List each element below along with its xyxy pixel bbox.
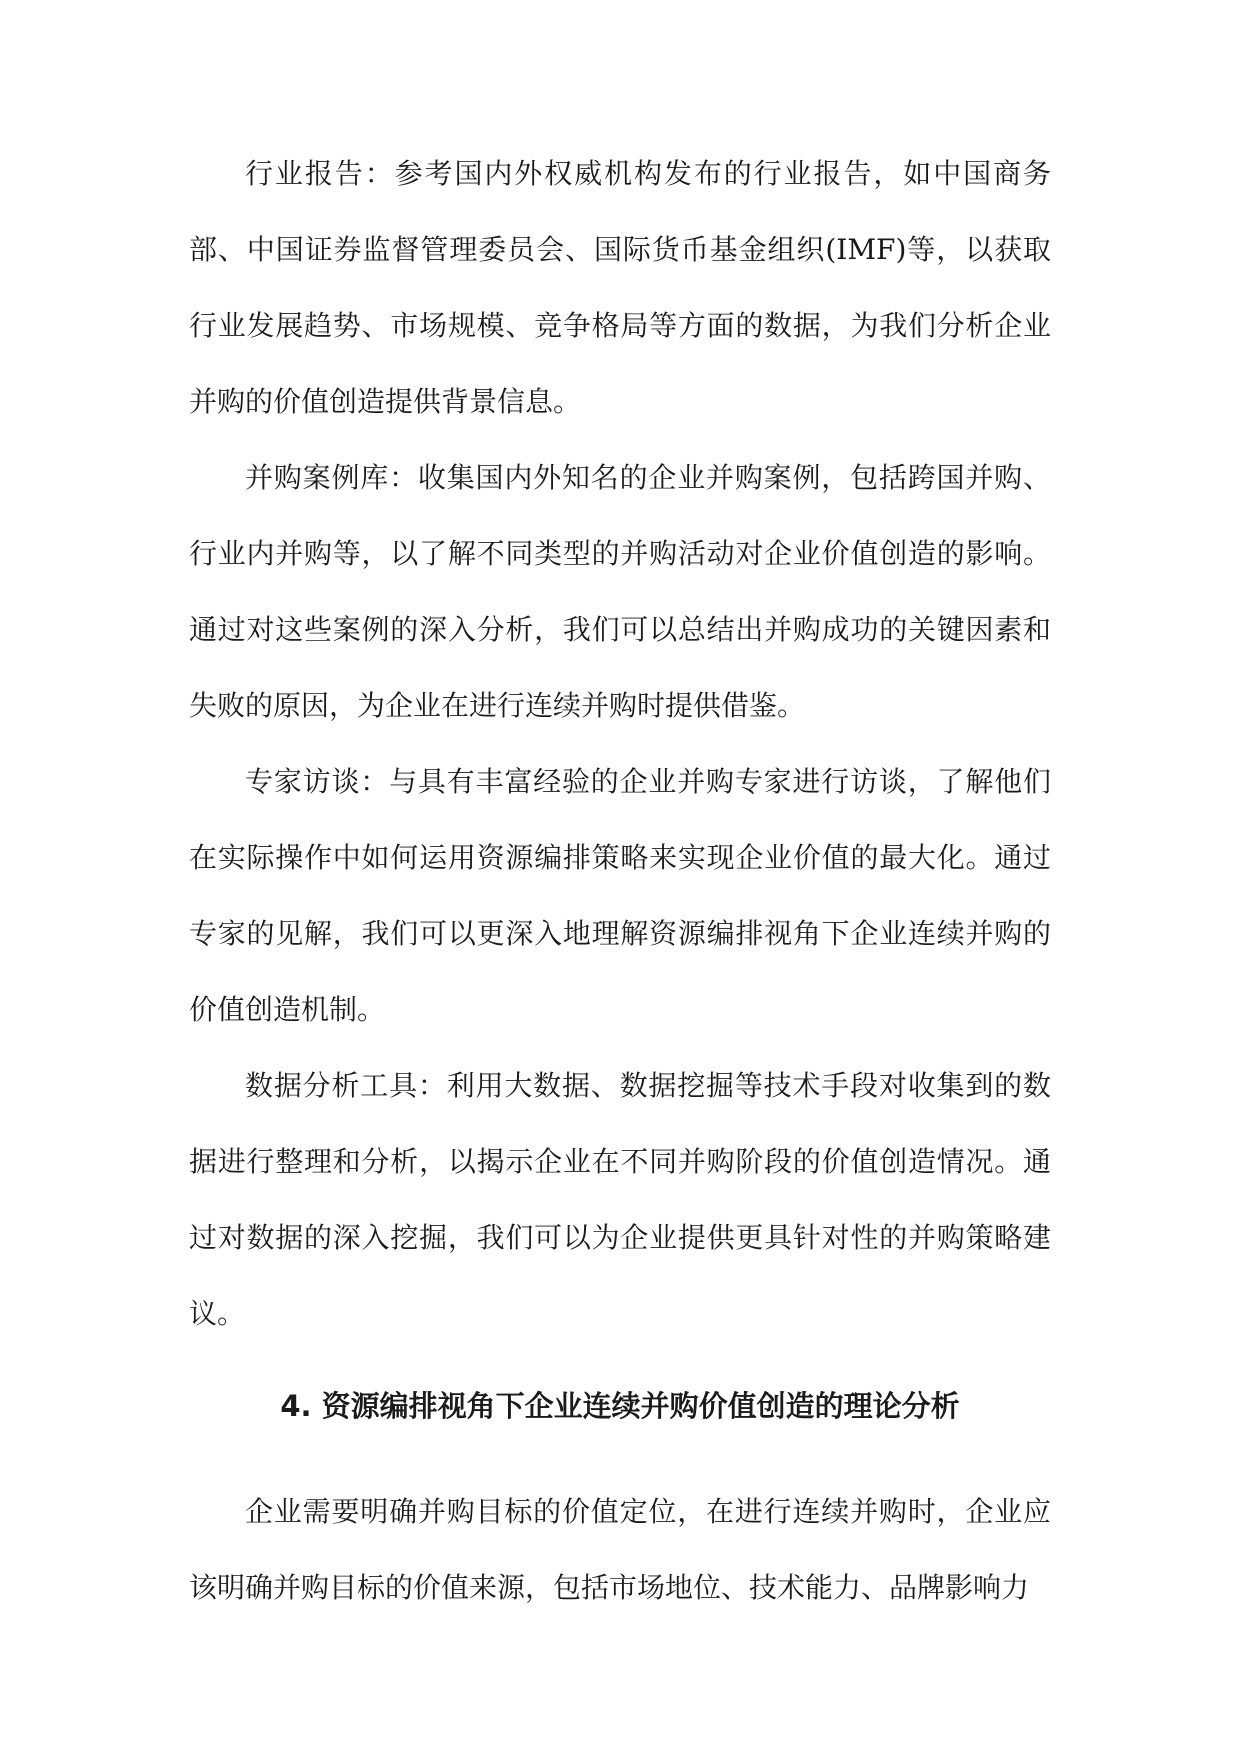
paragraph-case-database: 并购案例库：收集国内外知名的企业并购案例，包括跨国并购、行业内并购等，以了解不同类型的并购活动对企业价值创造的影响。通过对这些案例的深入分析，我们可以总结出并购成功的关键因素和失败的原因，为企业在进行连续并购时提供借鉴。	[189, 461, 1051, 722]
section-heading: 4. 资源编排视角下企业连续并购价值创造的理论分析	[280, 1389, 960, 1423]
paragraph-expert-interviews: 专家访谈：与具有丰富经验的企业并购专家进行访谈，了解他们在实际操作中如何运用资源编排策略来实现企业价值的最大化。通过专家的见解，我们可以更深入地理解资源编排视角下企业连续并购的价值创造机制。	[189, 765, 1051, 1026]
paragraph-data-analysis-tools: 数据分析工具：利用大数据、数据挖掘等技术手段对收集到的数据进行整理和分析，以揭示企业在不同并购阶段的价值创造情况。通过对数据的深入挖掘，我们可以为企业提供更具针对性的并购策略建议。	[189, 1069, 1051, 1330]
section-paragraph: 企业需要明确并购目标的价值定位，在进行连续并购时，企业应该明确并购目标的价值来源，包括市场地位、技术能力、品牌影响力	[189, 1495, 1051, 1604]
paragraph-industry-reports: 行业报告：参考国内外权威机构发布的行业报告，如中国商务部、中国证券监督管理委员会、国际货币基金组织(IMF)等，以获取行业发展趋势、市场规模、竞争格局等方面的数据，为我们分析企业并购的价值创造提供背景信息。	[189, 157, 1051, 418]
